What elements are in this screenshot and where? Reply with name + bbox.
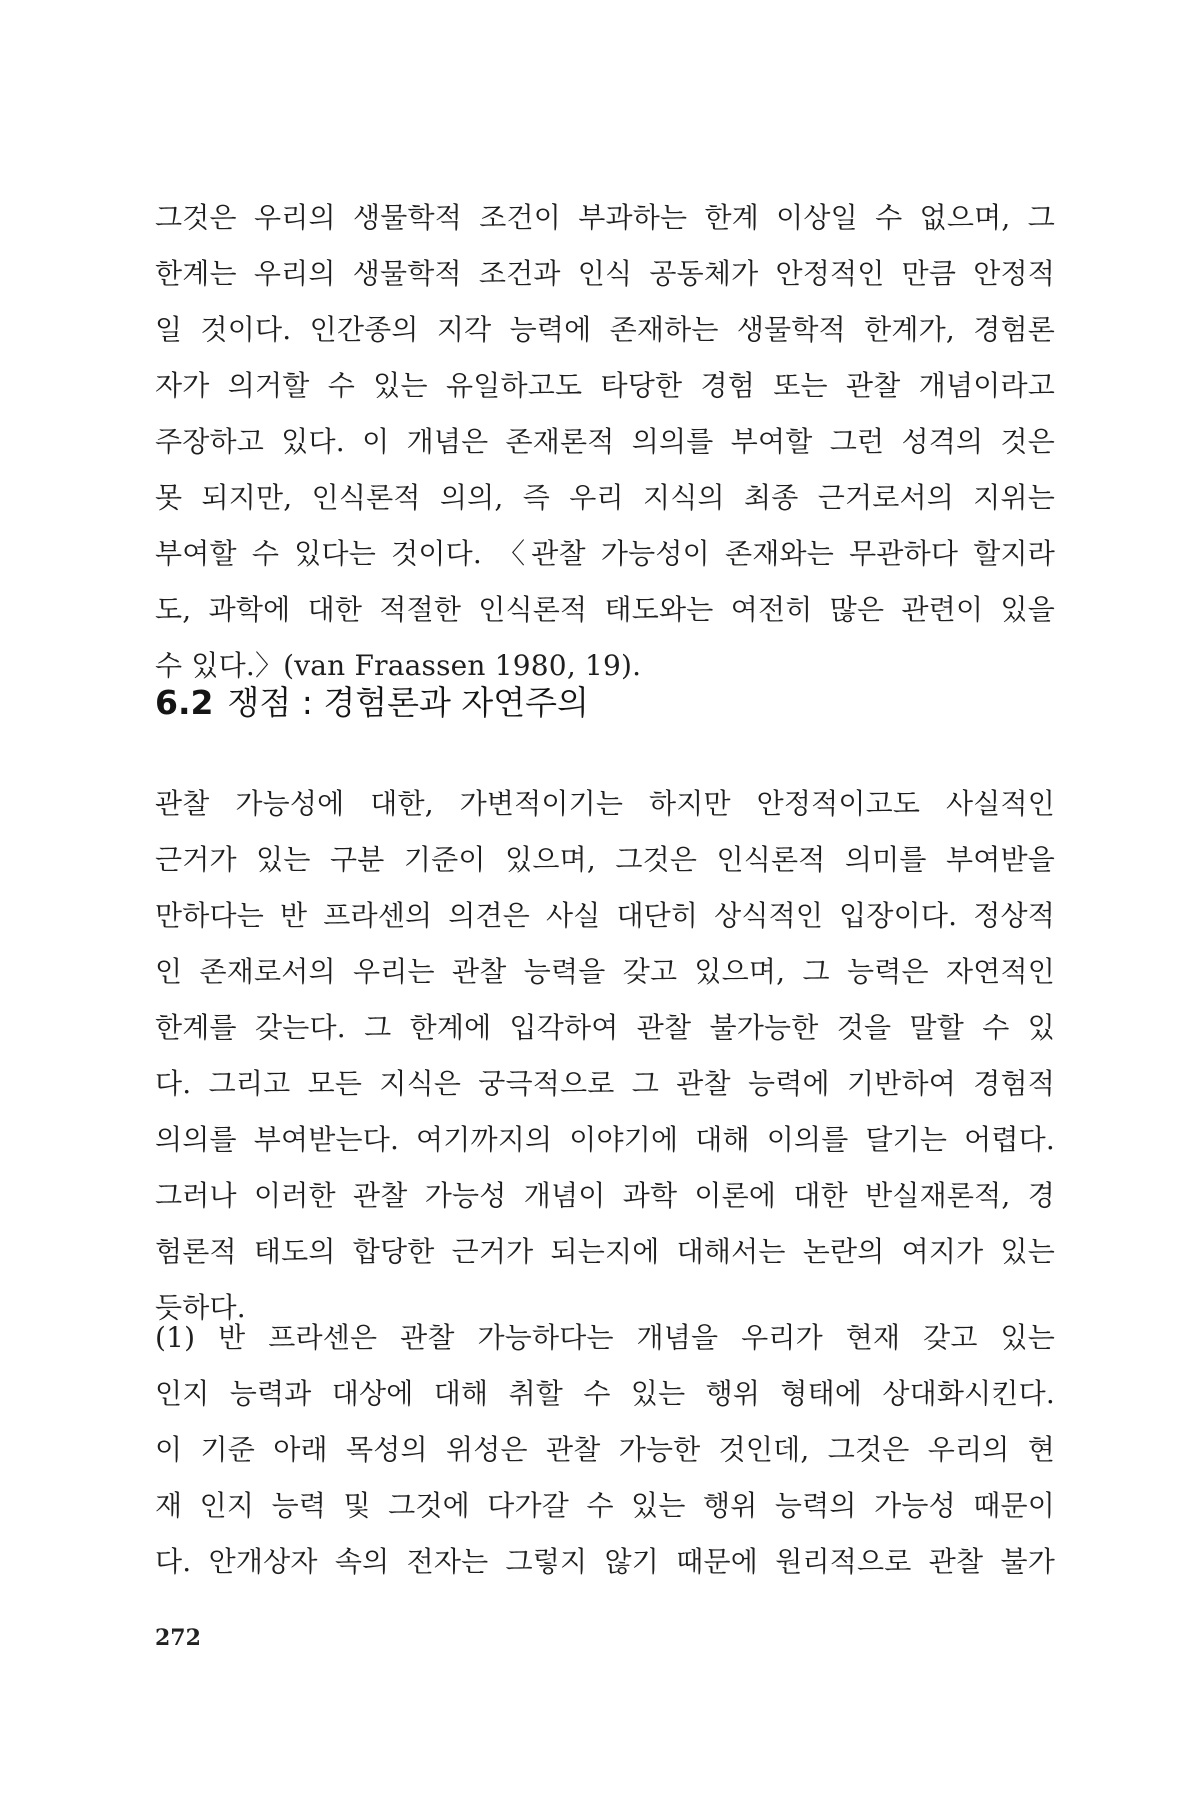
text-line: 험론적 태도의 합당한 근거가 되는지에 대해서는 논란의 여지가 있는: [155, 1235, 1055, 1268]
text-line: 자가 의거할 수 있는 유일하고도 타당한 경험 또는 관찰 개념이라고: [155, 369, 1055, 402]
text-line: 도, 과학에 대한 적절한 인식론적 태도와는 여전히 많은 관련이 있을: [155, 593, 1055, 626]
section-heading: [155, 678, 589, 728]
text-line: 관찰 가능성에 대한, 가변적이기는 하지만 안정적이고도 사실적인: [155, 787, 1055, 820]
text-line: 수 있다.〉(van Fraassen 1980, 19).: [155, 649, 642, 682]
text-line: 주장하고 있다. 이 개념은 존재론적 의의를 부여할 그런 성격의 것은: [155, 425, 1055, 458]
text-line: 한계는 우리의 생물학적 조건과 인식 공동체가 안정적인 만큼 안정적: [155, 257, 1055, 290]
text-line: 듯하다.: [155, 1291, 246, 1324]
text-line: (1) 반 프라센은 관찰 가능하다는 개념을 우리가 현재 갖고 있는: [155, 1321, 1055, 1354]
page-number: 272: [155, 1625, 201, 1651]
section-number: 6.2: [155, 683, 214, 722]
section-title: 쟁점 : 경험론과 자연주의: [227, 683, 589, 722]
text-line: 부여할 수 있다는 것이다. 〈관찰 가능성이 존재와는 무관하다 할지라: [155, 537, 1055, 570]
text-line: 근거가 있는 구분 기준이 있으며, 그것은 인식론적 의미를 부여받을: [155, 843, 1055, 876]
text-line: 다. 그리고 모든 지식은 궁극적으로 그 관찰 능력에 기반하여 경험적: [155, 1067, 1055, 1100]
text-line: 그것은 우리의 생물학적 조건이 부과하는 한계 이상일 수 없으며, 그: [155, 201, 1055, 234]
text-line: 일 것이다. 인간종의 지각 능력에 존재하는 생물학적 한계가, 경험론: [155, 313, 1055, 346]
text-line: 재 인지 능력 및 그것에 다가갈 수 있는 행위 능력의 가능성 때문이: [155, 1489, 1055, 1522]
text-line: 못 되지만, 인식론적 의의, 즉 우리 지식의 최종 근거로서의 지위는: [155, 481, 1055, 514]
text-line: 한계를 갖는다. 그 한계에 입각하여 관찰 불가능한 것을 말할 수 있: [155, 1011, 1055, 1044]
paragraph-2: [155, 776, 1055, 1336]
paragraph-3: [155, 1310, 1055, 1590]
text-line: 만하다는 반 프라센의 의견은 사실 대단히 상식적인 입장이다. 정상적: [155, 899, 1055, 932]
text-line: 의의를 부여받는다. 여기까지의 이야기에 대해 이의를 달기는 어렵다.: [155, 1123, 1055, 1156]
text-line: 이 기준 아래 목성의 위성은 관찰 가능한 것인데, 그것은 우리의 현: [155, 1433, 1055, 1466]
text-line: 인지 능력과 대상에 대해 취할 수 있는 행위 형태에 상대화시킨다.: [155, 1377, 1055, 1410]
text-line: 인 존재로서의 우리는 관찰 능력을 갖고 있으며, 그 능력은 자연적인: [155, 955, 1055, 988]
text-line: 그러나 이러한 관찰 가능성 개념이 과학 이론에 대한 반실재론적, 경: [155, 1179, 1055, 1212]
paragraph-1: [155, 190, 1055, 694]
text-line: 다. 안개상자 속의 전자는 그렇지 않기 때문에 원리적으로 관찰 불가: [155, 1545, 1055, 1578]
